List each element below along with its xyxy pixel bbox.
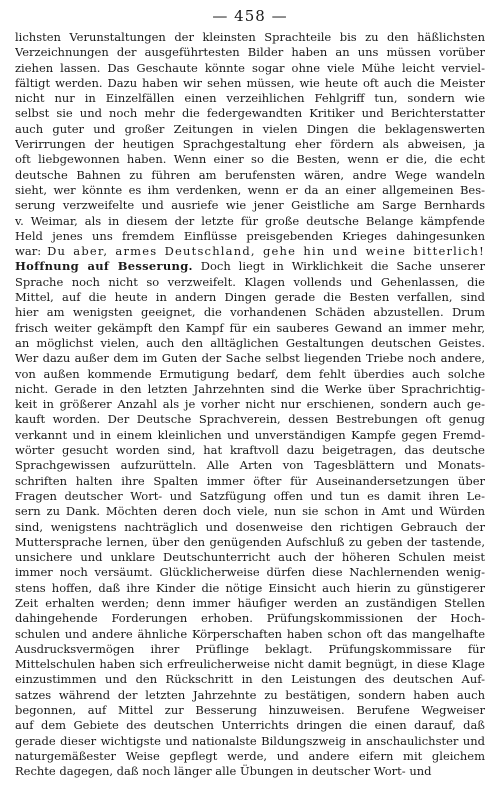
text-line: begonnen, auf Mittel zur Besserung hinzuweisen. Berufene Wegweiser [15,703,485,718]
text-line: Rechte dagegen, daß noch länger alle Übungen in deutscher Wort- und [15,764,432,779]
text-line: verkannt und in einem kleinlichen und unverständigen Kampfe gegen Fremd- [15,427,485,442]
text-line: frisch weiter gekämpft den Kampf für ein sauberes Gewand an immer mehr, [15,320,485,335]
text-line: v. Weimar, als in diesem der letzte für große deutsche Belange kämpfende [15,213,485,228]
text-line: Muttersprache lernen, über den genügenden Aufschluß zu geben der tastende, [15,534,485,549]
text-line: fältigt werden. Dazu haben wir sehen müssen, wie heute oft auch die Meister [15,75,485,90]
text-line: auf dem Gebiete des deutschen Unterrichts dringen die einen darauf, daß [15,718,485,733]
text-line: Sprachgewissen aufzurütteln. Alle Arten von Tagesblättern und Monats- [15,458,485,473]
text-line: sind, wenigstens nachträglich und dosenweise den richtigen Gebrauch der [15,519,485,534]
text-line: kauft worden. Der Deutsche Sprachverein, dessen Bestrebungen oft genug [15,412,485,427]
text-line: Mittelschulen haben sich erfreulicherweise nicht damit begnügt, in diese Klage [15,657,485,672]
text-line: sern zu Dank. Möchten deren doch viele, nun sie schon in Amt und Würden [15,504,485,519]
text-line: Verirrungen der heutigen Sprachgestaltung eher fördern als abweisen, ja [15,137,485,152]
section-heading-line [15,259,485,274]
text-line: schulen und andere ähnliche Körperschaften haben schon oft das mangelhafte [15,626,485,641]
text-line: nicht. Gerade in den letzten Jahrzehnten sind die Werke über Sprachrichtig- [15,381,485,396]
text-line: Wer dazu außer dem im Guten der Sache selbst liegenden Triebe noch andere, [15,351,485,366]
text-line: einzustimmen und den Rückschritt in den Leistungen des deutschen Auf- [15,672,485,687]
text-line: Zeit erhalten werden; denn immer häufiger werden an zuständigen Stellen [15,595,485,610]
section-heading: Hoffnung auf Besserung. [15,259,193,274]
text-line: unsichere und unklare Deutschunterricht auch der höheren Schulen meist [15,550,485,565]
text-line: Verzeichnungen der ausgeführtesten Bilder haben an uns müssen vorüber [15,45,485,60]
book-page [15,6,485,781]
text-line: Ausdrucksvermögen ihrer Prüflinge beklagt. Prüfungskommissare für [15,641,485,656]
line-prefix: war: [15,244,48,259]
text-line: serung verzweifelte und ausriefe wie jener Geistliche am Sarge Bernhards [15,198,485,213]
text-line: Held jenes uns fremdem Einflüsse preisgebenden Krieges dahingesunken [15,228,485,243]
text-line: von außen kommende Ermutigung bedarf, dem fehlt überdies auch solche [15,366,485,381]
text-line: Fragen deutscher Wort- und Satzfügung offen und tun es damit ihren Le- [15,488,485,503]
text-line: sieht, wer könnte es ihm verdenken, wenn er da an einer allgemeinen Bes- [15,182,485,197]
text-line: gerade dieser wichtigste und nationalste Bildungszweig in anschaulichster und [15,733,485,748]
page-body [15,30,485,780]
text-line: stens hoffen, daß ihre Kinder die nötige Einsicht auch hierin zu günstigerer [15,580,485,595]
text-line-spaced [15,244,485,259]
heading-continuation: Doch liegt in Wirklichkeit die Sache unserer [192,259,485,274]
text-line: hier am wenigsten geeignet, die vorhandenen Schäden abzustellen. Drum [15,305,485,320]
text-line: satzes während der letzten Jahrzehnte zu bestätigen, sondern haben auch [15,687,485,702]
text-line: wörter gesucht worden sind, hat kraftvoll dazu beigetragen, das deutsche [15,443,485,458]
text-line: lichsten Verunstaltungen der kleinsten Sprachteile bis zu den häßlichsten [15,30,485,44]
spaced-quote: Du aber, armes Deutschland, gehe hin und weine bitterlich! [47,244,485,259]
text-line: an möglichst vielen, auch den alltäglichen Gestaltungen deutschen Geistes. [15,335,485,350]
text-line: deutsche Bahnen zu führen am berufensten wären, andre Wege wandeln [15,167,485,182]
text-line: Sprache noch nicht so verzweifelt. Klagen vollends und Gehenlassen, die [15,274,485,289]
text-line: dahingehende Forderungen erhoben. Prüfungskommissionen der Hoch- [15,611,485,626]
text-line: keit in größerer Anzahl als je vorher nicht nur erschienen, sondern auch ge- [15,397,485,412]
text-line: auch guter und großer Zeitungen in vielen Dingen die beklagenswerten [15,121,485,136]
text-line: nicht nur in Einzelfällen einen verzeihlichen Fehlgriff tun, sondern wie [15,91,485,106]
text-line: Mittel, auf die heute in andern Dingen gerade die Besten verfallen, sind [15,290,485,305]
text-line: immer noch versäumt. Glücklicherweise dürfen diese Nachlernenden wenig- [15,565,485,580]
text-line: ziehen lassen. Das Geschaute könnte sogar ohne viele Mühe leicht verviel- [15,60,485,75]
text-line: naturgemäßester Weise gepflegt werde, und andere eifern mit gleichem [15,748,485,763]
text-line: oft liebgewonnen haben. Wenn einer so die Besten, wenn er die, die echt [15,152,485,167]
text-line: schriften halten ihre Spalten immer öfter für Auseinandersetzungen über [15,473,485,488]
page-number: — 458 — [212,7,288,25]
text-line: selbst sie und noch mehr die federgewandten Kritiker und Berichterstatter [15,106,485,121]
